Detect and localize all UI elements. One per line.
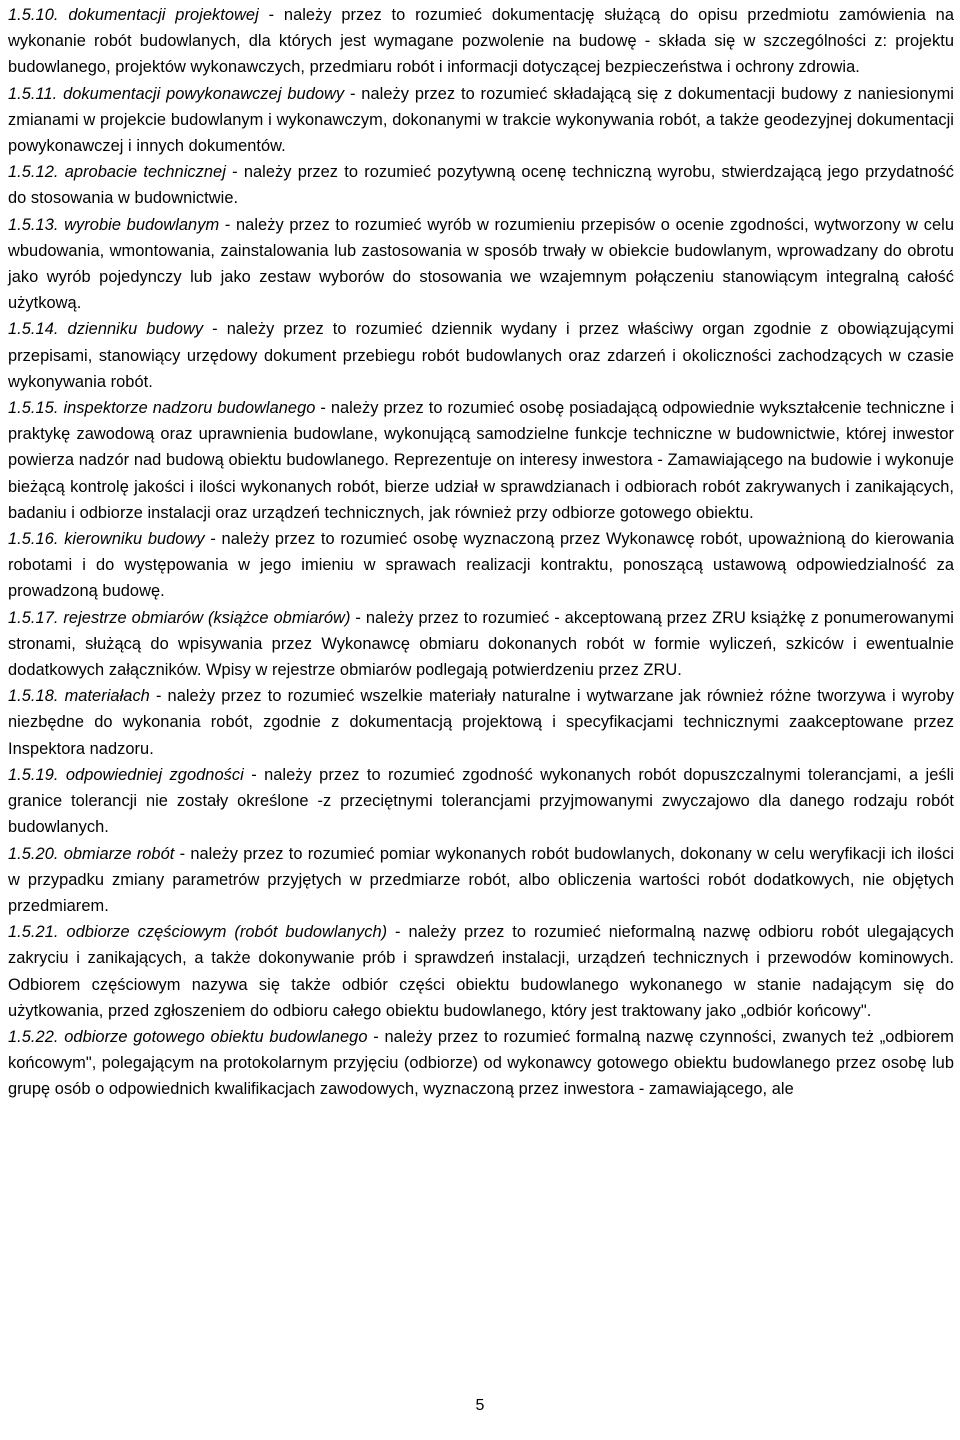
- definition-text: - należy przez to rozumieć pozytywną ocenę techniczną wyrobu, stwierdzającą jego przydatność do stosowania w budownictwie.: [8, 163, 954, 208]
- section-number: 1.5.18.: [8, 687, 59, 706]
- document-page: [8, 2, 954, 1103]
- definition-1-5-11: [8, 81, 954, 160]
- defined-term: kierowniku budowy: [64, 530, 205, 549]
- section-number: 1.5.10.: [8, 6, 59, 24]
- section-number: 1.5.14.: [8, 320, 59, 339]
- section-number: 1.5.13.: [8, 215, 59, 234]
- definition-1-5-16: [8, 526, 954, 605]
- defined-term: aprobacie technicznej: [64, 163, 226, 182]
- definition-1-5-22: [8, 1024, 954, 1103]
- defined-term: odbiorze gotowego obiektu budowlanego: [64, 1027, 368, 1046]
- definition-1-5-13: [8, 212, 954, 317]
- section-number: 1.5.15.: [8, 399, 59, 418]
- section-number: 1.5.12.: [8, 163, 59, 182]
- definition-1-5-17: [8, 605, 954, 684]
- defined-term: odpowiedniej zgodności: [65, 765, 244, 784]
- defined-term: materiałach: [64, 687, 150, 706]
- definitions-list: [8, 2, 954, 1103]
- definition-text: - należy przez to rozumieć zgodność wykonanych robót dopuszczalnymi tolerancjami, a jeśli granice tolerancji nie zostały określone -z przeciętnymi tolerancjami przyjmowanymi zwyczajowo dla danego rodzaju robót budowlanych.: [8, 765, 954, 837]
- definition-text: - należy przez to rozumieć pomiar wykonanych robót budowlanych, dokonany w celu weryfikacji ich ilości w przypadku zmiany parametrów przyjętych w przedmiarze robót, albo obliczenia wartości robót dodatkowych, nie objętych przedmiarem.: [8, 844, 955, 915]
- definition-text: - należy przez to rozumieć wyrób w rozumieniu przepisów o ocenie zgodności, wytworzony w celu wbudowania, wmontowania, zainstalowania lub zastosowania w sposób trwały w obiekcie budowlanym, wprowadzany do obrotu jako wyrób pojedynczy lub jako zestaw wyborów do stosowania we wzajemnym połączeniu stanowiącym integralną całość użytkową.: [8, 215, 954, 313]
- defined-term: odbiorze częściowym (robót budowlanych): [66, 923, 388, 942]
- defined-term: dokumentacji powykonawczej budowy: [63, 84, 345, 103]
- definition-1-5-21: [8, 919, 954, 1024]
- defined-term: dzienniku budowy: [67, 320, 204, 339]
- section-number: 1.5.20.: [8, 844, 59, 863]
- definition-1-5-19: [8, 762, 954, 841]
- definition-1-5-14: [8, 316, 954, 395]
- definition-text: - należy przez to rozumieć dziennik wydany i przez właściwy organ zgodnie z obowiązującymi przepisami, stanowiący urzędowy dokument przebiegu robót budowlanych oraz zdarzeń i okoliczności zachodzących w czasie wykonywania robót.: [8, 320, 954, 391]
- section-number: 1.5.22.: [8, 1027, 59, 1046]
- definition-text: - należy przez to rozumieć - akceptowaną przez ZRU książkę z ponumerowanymi stronami, służącą do wpisywania przez Wykonawcę obmiaru dokonanych robót w formie wyliczeń, szkiców i ewentualnie dodatkowych załączników. Wpisy w rejestrze obmiarów podlegają potwierdzeniu przez ZRU.: [8, 608, 954, 680]
- definition-text: - należy przez to rozumieć wszelkie materiały naturalne i wytwarzane jak również różne tworzywa i wyroby niezbędne do wykonania robót, zgodnie z dokumentacją projektową i specyfikacjami technicznymi zaakceptowane przez Inspektora nadzoru.: [8, 687, 954, 758]
- definition-text: - należy przez to rozumieć nieformalną nazwę odbioru robót ulegających zakryciu i zanikających, a także dokonywanie prób i sprawdzeń instalacji, urządzeń technicznych i przewodów kominowych. Odbiorem częściowym nazywa się także odbiór części obiektu budowlanego wykonanego w stanie nadającym się do użytkowania, przed zgłoszeniem do odbioru całego obiektu budowlanego, który jest traktowany jako „odbiór końcowy".: [8, 923, 955, 1020]
- section-number: 1.5.21.: [8, 923, 59, 942]
- definition-text: - należy przez to rozumieć osobę posiadającą odpowiednie wykształcenie techniczne i praktykę zawodową oraz uprawnienia budowlane, wykonującą samodzielne funkcje techniczne w budownictwie, której inwestor powierza nadzór nad budową obiektu budowlanego. Reprezentuje on interesy inwestora - Zamawiającego na budowie i wykonuje bieżącą kontrolę jakości i ilości wykonanych robót, bierze udział w sprawdzianach i odbiorach robót zakrywanych i zanikających, badaniu i odbiorze instalacji oraz urządzeń technicznych, jak również przy odbiorze gotowego obiektu.: [8, 399, 955, 522]
- definition-1-5-18: [8, 683, 954, 762]
- section-number: 1.5.16.: [8, 530, 59, 549]
- defined-term: dokumentacji projektowej: [68, 6, 259, 24]
- definition-text: - należy przez to rozumieć składającą się z dokumentacji budowy z naniesionymi zmianami w projekcie budowlanym i wykonawczym, dokonanymi w trakcie wykonywania robót, a także geodezyjnej dokumentacji powykonawczej i innych dokumentów.: [8, 84, 954, 156]
- defined-term: rejestrze obmiarów (książce obmiarów): [63, 608, 351, 627]
- definition-1-5-10: [8, 2, 954, 81]
- defined-term: obmiarze robót: [63, 844, 175, 863]
- defined-term: wyrobie budowlanym: [64, 215, 220, 234]
- page-number: 5: [475, 1397, 485, 1414]
- definition-1-5-12: [8, 159, 954, 211]
- section-number: 1.5.19.: [8, 765, 59, 784]
- definition-text: - należy przez to rozumieć formalną nazwę czynności, zwanych też „odbiorem końcowym", polegającym na protokolarnym przyjęciu (odbiorze) od wykonawcy gotowego obiektu budowlanego przez osobę lub grupę osób o odpowiednich kwalifikacjach zawodowych, wyznaczoną przez inwestora - zamawiającego, ale: [8, 1027, 955, 1099]
- definition-1-5-15: [8, 395, 954, 526]
- definition-text: - należy przez to rozumieć dokumentację służącą do opisu przedmiotu zamówienia na wykonanie robót budowlanych, dla których jest wymagane pozwolenie na budowę - składa się w szczególności z: projektu budowlanego, projektów wykonawczych, przedmiaru robót i informacji dotyczącej bezpieczeństwa i ochrony zdrowia.: [8, 6, 955, 77]
- defined-term: inspektorze nadzoru budowlanego: [63, 399, 316, 418]
- section-number: 1.5.17.: [8, 608, 59, 627]
- section-number: 1.5.11.: [8, 84, 58, 103]
- definition-text: - należy przez to rozumieć osobę wyznaczoną przez Wykonawcę robót, upoważnioną do kierowania robotami i do występowania w jego imieniu w sprawach realizacji kontraktu, ponoszącą ustawową odpowiedzialność za prowadzoną budowę.: [8, 530, 954, 601]
- definition-1-5-20: [8, 841, 954, 920]
